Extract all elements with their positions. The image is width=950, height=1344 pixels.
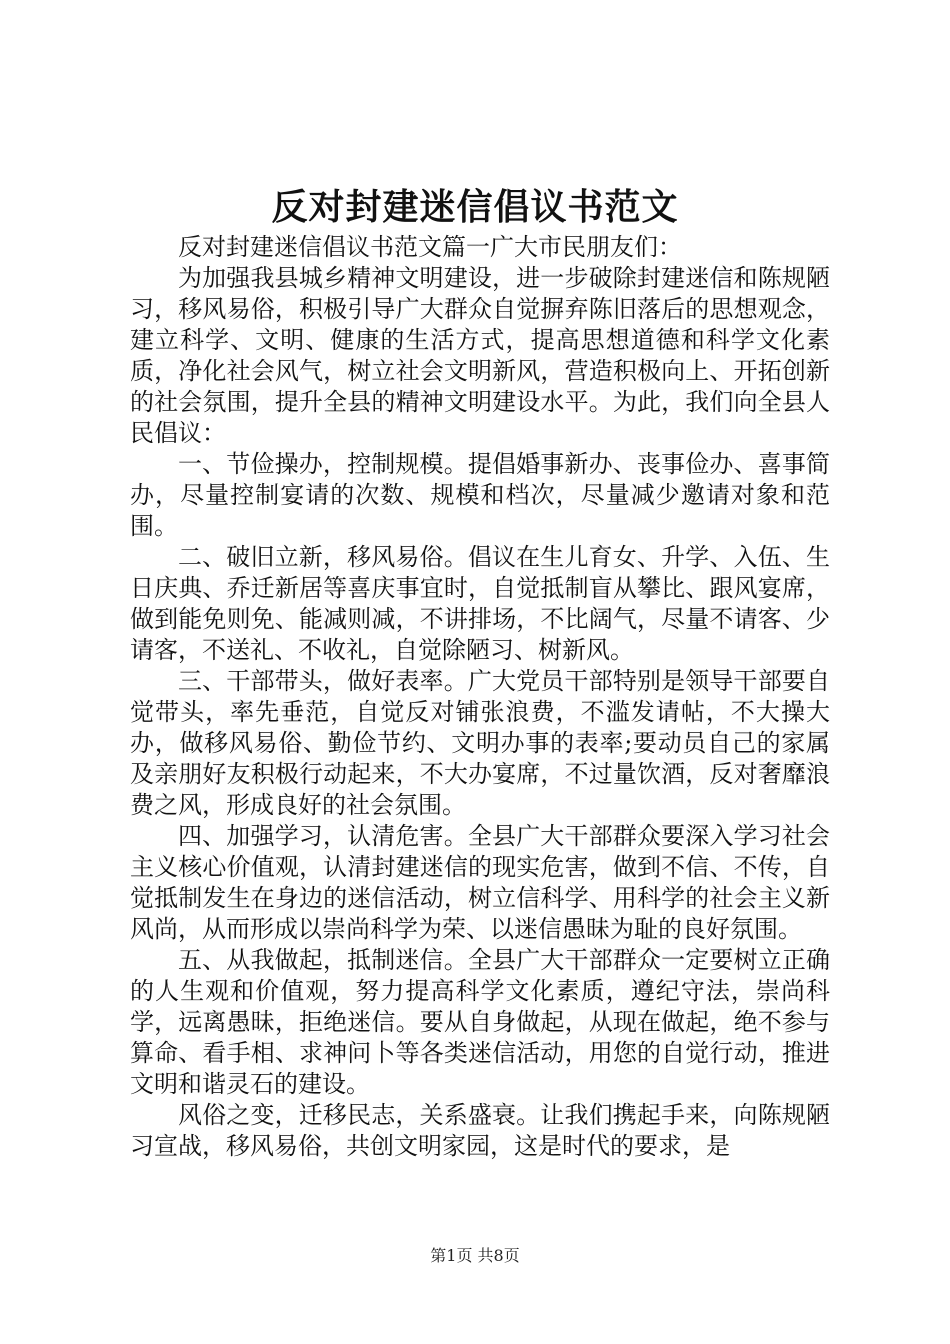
page-number-footer: 第1页 共8页	[430, 1246, 520, 1265]
paragraph-closing: 风俗之变，迁移民志，关系盛衰。让我们携起手来，向陈规陋习宣战，移风易俗，共创文明家园，这是时代的要求，是	[130, 1101, 830, 1160]
paragraph-item-4: 四、加强学习，认清危害。全县广大干部群众要深入学习社会主义核心价值观，认清封建迷信的现实危害，做到不信、不传，自觉抵制发生在身边的迷信活动，树立信科学、用科学的社会主义新风尚，从而形成以崇尚科学为荣、以迷信愚昧为耻的良好氛围。	[130, 822, 830, 943]
paragraph-item-5: 五、从我做起，抵制迷信。全县广大干部群众一定要树立正确的人生观和价值观，努力提高科学文化素质，遵纪守法，崇尚科学，远离愚昧，拒绝迷信。要从自身做起，从现在做起，绝不参与算命、看手相、求神问卜等各类迷信活动，用您的自觉行动，推进文明和谐灵石的建设。	[130, 946, 830, 1098]
paragraph-intro: 为加强我县城乡精神文明建设，进一步破除封建迷信和陈规陋习，移风易俗，积极引导广大群众自觉摒弃陈旧落后的思想观念，建立科学、文明、健康的生活方式，提高思想道德和科学文化素质，净化社会风气，树立社会文明新风，营造积极向上、开拓创新的社会氛围，提升全县的精神文明建设水平。为此，我们向全县人民倡议：	[130, 264, 830, 447]
paragraph-item-3: 三、干部带头，做好表率。广大党员干部特别是领导干部要自觉带头，率先垂范，自觉反对铺张浪费，不滥发请帖，不大操大办，做移风易俗、勤俭节约、文明办事的表率;要动员自己的家属及亲朋好友积极行动起来，不大办宴席，不过量饮酒，反对奢靡浪费之风，形成良好的社会氛围。	[130, 667, 830, 819]
page-title: 反对封建迷信倡议书范文	[271, 186, 679, 228]
document-body	[130, 232, 830, 1162]
paragraph-item-1: 一、节俭操办，控制规模。提倡婚事新办、丧事俭办、喜事简办，尽量控制宴请的次数、规模和档次，尽量减少邀请对象和范围。	[130, 450, 830, 540]
paragraph-salutation: 反对封建迷信倡议书范文篇一广大市民朋友们：	[178, 233, 682, 261]
paragraph-item-2: 二、破旧立新，移风易俗。倡议在生儿育女、升学、入伍、生日庆典、乔迁新居等喜庆事宜时，自觉抵制盲从攀比、跟风宴席，做到能免则免、能减则减，不讲排场，不比阔气，尽量不请客、少请客，不送礼、不收礼，自觉除陋习、树新风。	[130, 543, 830, 664]
